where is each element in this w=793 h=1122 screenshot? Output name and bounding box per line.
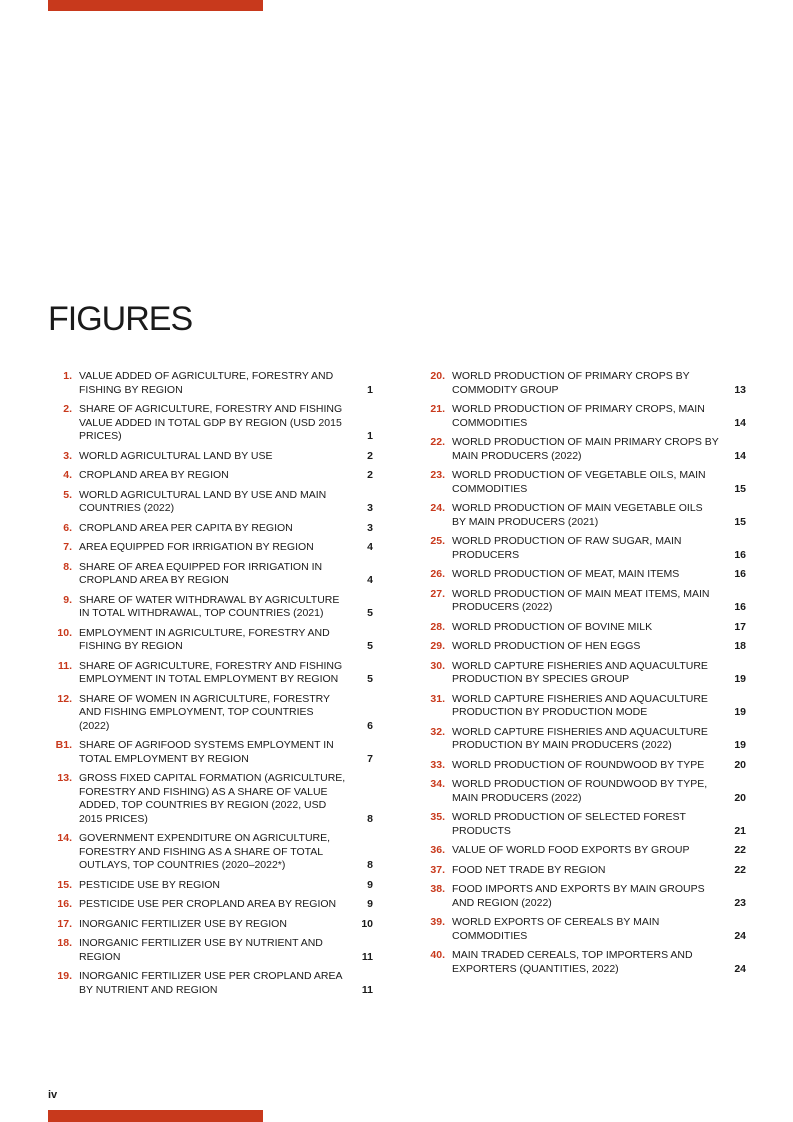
toc-entry[interactable] [48,541,376,555]
figures-list-left-column [48,370,376,1003]
figure-page-number: 19 [734,673,746,685]
toc-entry[interactable] [48,561,376,588]
toc-entry[interactable] [421,502,749,529]
figure-title: WORLD PRODUCTION OF SELECTED FOREST PRODUCTS [452,811,686,837]
figure-page-number: 8 [367,859,373,871]
toc-entry[interactable] [421,883,749,910]
figure-page-number: 20 [734,791,746,804]
figure-number: 11. [57,659,72,672]
figure-title: WORLD AGRICULTURAL LAND BY USE [79,449,273,462]
toc-entry[interactable] [48,489,376,516]
page-title: FIGURES [48,300,193,338]
figure-number: 22. [430,436,445,448]
figure-number: 28. [430,620,445,633]
figure-number: 34. [430,778,445,790]
figure-title: WORLD PRODUCTION OF ROUNDWOOD BY TYPE, MAIN PRODUCERS (2022) [452,778,708,804]
figure-page-number: 6 [367,719,373,732]
figure-number: 37. [430,863,445,876]
figure-number: 17. [57,917,72,930]
figure-title: WORLD EXPORTS OF CEREALS BY MAIN COMMODITIES [452,916,660,942]
toc-entry[interactable] [421,949,749,976]
figure-title: WORLD PRODUCTION OF RAW SUGAR, MAIN PRODUCERS [452,535,682,561]
figure-title: MAIN TRADED CEREALS, TOP IMPORTERS AND EXPORTERS (QUANTITIES, 2022) [452,949,693,975]
figure-title: SHARE OF AGRIFOOD SYSTEMS EMPLOYMENT IN TOTAL EMPLOYMENT BY REGION [79,739,334,765]
figure-title: WORLD PRODUCTION OF HEN EGGS [452,640,641,652]
figure-page-number: 8 [367,812,373,825]
figure-number: B1. [55,739,72,751]
figure-page-number: 16 [734,601,746,613]
figure-page-number: 1 [367,430,373,442]
toc-entry[interactable] [421,436,749,463]
figure-page-number: 11 [361,950,373,963]
figure-number: 38. [430,883,445,895]
figure-page-number: 5 [367,640,373,652]
figure-number: 14. [57,832,72,844]
figure-title: VALUE ADDED OF AGRICULTURE, FORESTRY AND FISHING BY REGION [79,370,334,396]
figure-title: WORLD CAPTURE FISHERIES AND AQUACULTURE PRODUCTION BY MAIN PRODUCERS (2022) [452,725,708,751]
toc-entry[interactable] [48,898,376,912]
figure-number: 27. [430,587,445,600]
figure-number: 26. [430,568,445,580]
figure-page-number: 9 [367,878,373,891]
figure-page-number: 18 [734,640,746,652]
toc-entry[interactable] [421,588,749,615]
toc-entry[interactable] [48,370,376,397]
figure-page-number: 10 [361,917,373,930]
figure-title: WORLD PRODUCTION OF MAIN PRIMARY CROPS BY MAIN PRODUCERS (2022) [452,436,719,462]
toc-entry[interactable] [48,594,376,621]
toc-entry[interactable] [48,403,376,444]
figure-number: 39. [430,916,445,928]
figure-page-number: 16 [734,548,746,561]
figure-title: WORLD AGRICULTURAL LAND BY USE AND MAIN COUNTRIES (2022) [79,488,327,514]
figure-page-number: 19 [734,739,746,751]
toc-entry[interactable] [421,693,749,720]
toc-entry[interactable] [48,522,376,536]
figure-title: WORLD PRODUCTION OF PRIMARY CROPS BY COMMODITY GROUP [452,370,690,396]
figure-number: 10. [57,626,72,639]
figure-page-number: 15 [734,515,746,528]
toc-entry[interactable] [421,403,749,430]
toc-entry[interactable] [48,450,376,464]
figure-title: WORLD PRODUCTION OF BOVINE MILK [452,620,653,633]
figure-title: SHARE OF AREA EQUIPPED FOR IRRIGATION IN CROPLAND AREA BY REGION [79,560,323,586]
figure-title: PESTICIDE USE BY REGION [79,878,221,891]
figure-page-number: 24 [734,929,746,942]
figure-page-number: 21 [734,824,746,837]
figure-page-number: 5 [367,673,373,685]
figure-title: EMPLOYMENT IN AGRICULTURE, FORESTRY AND FISHING BY REGION [79,626,330,652]
toc-entry[interactable] [421,370,749,397]
figure-page-number: 3 [367,502,373,514]
figure-number: 7. [63,541,72,553]
figure-number: 23. [430,469,445,481]
figure-number: 5. [63,488,72,501]
toc-entry[interactable] [48,937,376,964]
figure-title: WORLD PRODUCTION OF MAIN VEGETABLE OILS BY MAIN PRODUCERS (2021) [452,502,703,528]
figure-number: 18. [57,937,72,949]
figure-page-number: 2 [367,449,373,462]
figure-title: INORGANIC FERTILIZER USE BY REGION [79,917,287,930]
figure-title: GOVERNMENT EXPENDITURE ON AGRICULTURE, FORESTRY AND FISHING AS A SHARE OF TOTAL OUTLAYS, TOP COUNTRIES (2020–2022*) [79,832,331,871]
toc-entry[interactable] [421,568,749,582]
toc-entry[interactable] [421,778,749,805]
figure-page-number: 1 [367,383,373,396]
figure-page-number: 5 [367,607,373,619]
figure-title: WORLD PRODUCTION OF MAIN MEAT ITEMS, MAIN PRODUCERS (2022) [452,587,710,613]
figure-title: CROPLAND AREA BY REGION [79,469,229,481]
figure-title: WORLD PRODUCTION OF MEAT, MAIN ITEMS [452,568,680,580]
toc-entry[interactable] [48,469,376,483]
figure-number: 3. [63,449,72,462]
figure-number: 32. [430,725,445,738]
figure-number: 40. [430,949,445,961]
figure-title: GROSS FIXED CAPITAL FORMATION (AGRICULTURE, FORESTRY AND FISHING) AS A SHARE OF VALUE ADDED, TOP COUNTRIES BY REGION (2022, USD 2015 PRICES) [79,772,346,825]
toc-entry[interactable] [48,970,376,997]
toc-entry[interactable] [421,726,749,753]
figure-number: 29. [430,640,445,652]
figure-page-number: 22 [734,844,746,856]
figure-page-number: 24 [734,962,746,975]
figure-number: 33. [430,758,445,771]
figure-number: 16. [57,898,72,910]
figure-page-number: 17 [734,620,746,633]
figure-title: INORGANIC FERTILIZER USE BY NUTRIENT AND REGION [79,937,323,963]
figure-title: WORLD CAPTURE FISHERIES AND AQUACULTURE PRODUCTION BY PRODUCTION MODE [452,692,708,718]
figure-title: CROPLAND AREA PER CAPITA BY REGION [79,521,293,534]
toc-entry[interactable] [421,844,749,858]
top-accent-bar [48,0,263,11]
figure-number: 2. [63,403,72,415]
figure-title: SHARE OF WOMEN IN AGRICULTURE, FORESTRY AND FISHING EMPLOYMENT, TOP COUNTRIES (2022) [79,692,330,732]
toc-entry[interactable] [421,640,749,654]
figure-title: AREA EQUIPPED FOR IRRIGATION BY REGION [79,541,314,553]
figure-page-number: 4 [367,541,373,553]
figure-title: VALUE OF WORLD FOOD EXPORTS BY GROUP [452,844,690,856]
toc-entry[interactable] [48,660,376,687]
figure-page-number: 19 [734,706,746,718]
figure-page-number: 15 [734,482,746,495]
figure-title: SHARE OF WATER WITHDRAWAL BY AGRICULTURE IN TOTAL WITHDRAWAL, TOP COUNTRIES (2021) [79,593,340,619]
figure-number: 21. [430,403,445,415]
figure-page-number: 11 [361,983,373,996]
figure-page-number: 22 [734,863,746,876]
figure-number: 30. [430,659,445,672]
figure-number: 8. [63,560,72,573]
figure-number: 36. [430,844,445,856]
figure-title: WORLD CAPTURE FISHERIES AND AQUACULTURE PRODUCTION BY SPECIES GROUP [452,659,708,685]
toc-entry[interactable] [48,693,376,734]
figure-page-number: 3 [367,521,373,534]
figure-number: 24. [430,502,445,514]
figure-title: SHARE OF AGRICULTURE, FORESTRY AND FISHING VALUE ADDED IN TOTAL GDP BY REGION (USD 2015 PRICES) [79,403,343,442]
figure-title: INORGANIC FERTILIZER USE PER CROPLAND AREA BY NUTRIENT AND REGION [79,970,342,996]
page-number: iv [48,1089,58,1101]
figure-page-number: 13 [734,383,746,396]
figure-title: WORLD PRODUCTION OF VEGETABLE OILS, MAIN COMMODITIES [452,469,706,495]
figure-title: PESTICIDE USE PER CROPLAND AREA BY REGION [79,898,337,910]
figure-number: 35. [430,811,445,823]
toc-entry[interactable] [48,832,376,873]
toc-entry[interactable] [421,535,749,562]
toc-entry[interactable] [48,918,376,932]
figure-number: 13. [57,772,72,784]
figure-page-number: 2 [367,469,373,481]
figure-number: 4. [63,469,72,481]
figure-page-number: 14 [734,449,746,462]
figure-number: 19. [57,970,72,982]
figure-number: 6. [63,521,72,534]
figure-title: WORLD PRODUCTION OF PRIMARY CROPS, MAIN COMMODITIES [452,403,705,429]
figure-page-number: 14 [734,416,746,429]
figure-title: SHARE OF AGRICULTURE, FORESTRY AND FISHING EMPLOYMENT IN TOTAL EMPLOYMENT BY REGION [79,659,343,685]
figure-title: FOOD IMPORTS AND EXPORTS BY MAIN GROUPS AND REGION (2022) [452,883,705,909]
figure-number: 12. [57,692,72,705]
figure-page-number: 4 [367,574,373,586]
toc-entry[interactable] [421,916,749,943]
toc-entry[interactable] [421,759,749,773]
toc-entry[interactable] [48,772,376,826]
toc-entry[interactable] [421,660,749,687]
toc-entry[interactable] [48,627,376,654]
toc-entry[interactable] [48,879,376,893]
figure-title: WORLD PRODUCTION OF ROUNDWOOD BY TYPE [452,758,705,771]
figure-number: 9. [63,593,72,606]
figure-page-number: 9 [367,898,373,910]
figure-title: FOOD NET TRADE BY REGION [452,863,606,876]
figure-page-number: 16 [734,568,746,580]
toc-entry[interactable] [421,811,749,838]
toc-entry[interactable] [48,739,376,766]
toc-entry[interactable] [421,864,749,878]
toc-entry[interactable] [421,621,749,635]
bottom-accent-bar [48,1110,263,1122]
figure-number: 31. [430,692,445,705]
figures-list-right-column [421,370,749,982]
toc-entry[interactable] [421,469,749,496]
figure-number: 20. [430,370,445,382]
figure-page-number: 20 [734,758,746,771]
figure-number: 25. [430,535,445,547]
figure-page-number: 23 [734,896,746,909]
figure-page-number: 7 [367,752,373,765]
figure-number: 1. [63,370,72,382]
figure-number: 15. [57,878,72,891]
